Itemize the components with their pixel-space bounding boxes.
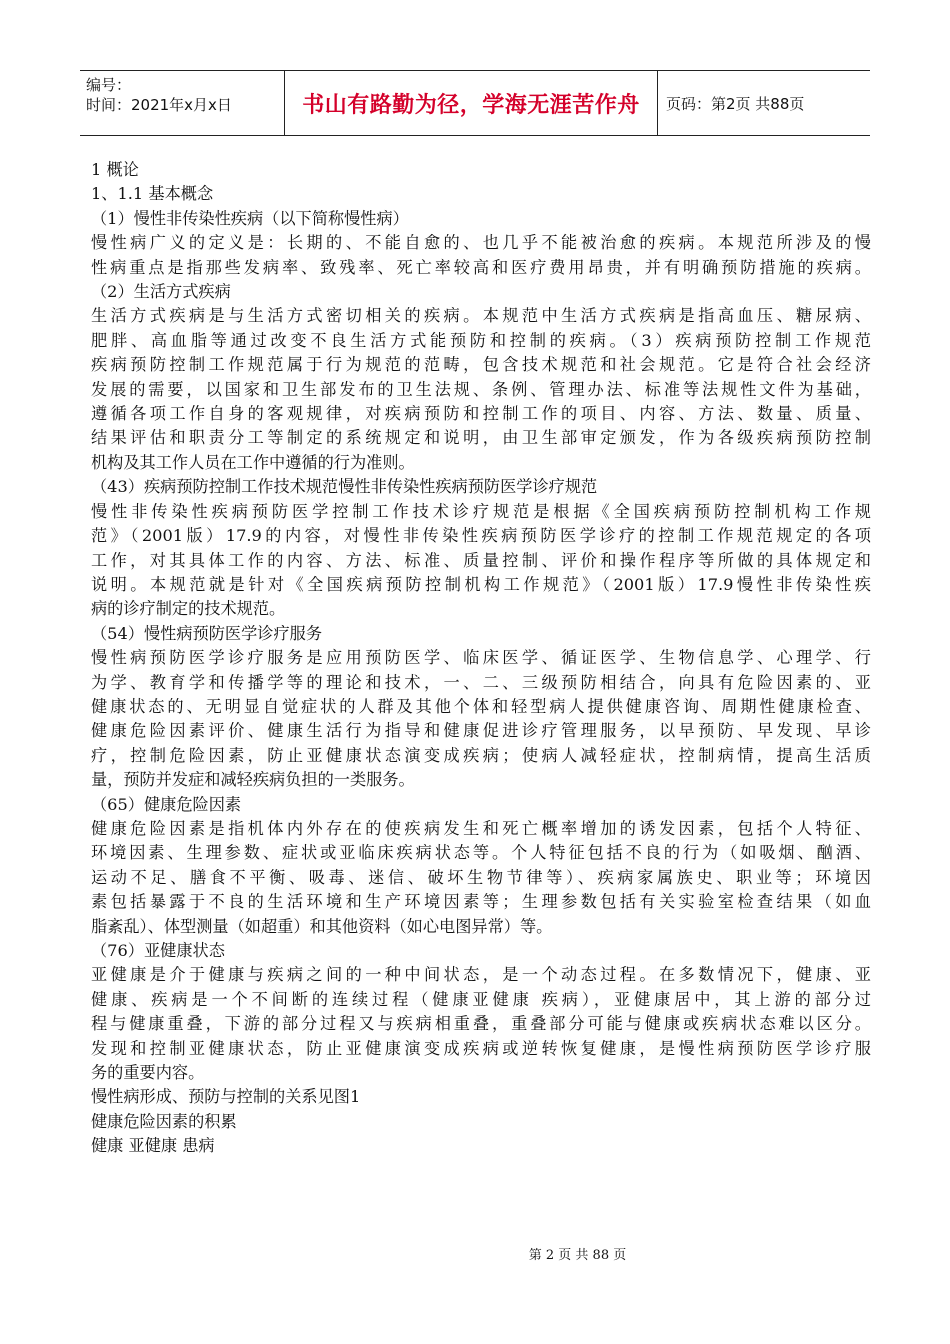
text-line: 范》（2001版）17.9的内容，对慢性非传染性疾病预防医学诊疗的控制工作规范规定的各项 <box>91 526 871 546</box>
header-motto-cell <box>285 71 658 135</box>
text-line: （54）慢性病预防医学诊疗服务 <box>91 623 323 643</box>
page-label: 页码：第2页 共88页 <box>666 94 805 113</box>
header-page-cell <box>658 71 870 135</box>
text-line: 慢性病预防医学诊疗服务是应用预防医学、临床医学、循证医学、生物信息学、心理学、行 <box>91 648 871 668</box>
text-line: 生活方式疾病是与生活方式密切相关的疾病。本规范中生活方式疾病是指高血压、糖尿病、 <box>91 306 871 326</box>
date-label: 时间：2021年x月x日 <box>86 96 232 114</box>
text-line: （2）生活方式疾病 <box>91 282 231 302</box>
text-line: 工作，对其具体工作的内容、方法、标准、质量控制、评价和操作程序等所做的具体规定和 <box>91 550 871 570</box>
motto: 书山有路勤为径，学海无涯苦作舟 <box>302 92 640 118</box>
document-body <box>91 158 871 1159</box>
text-line: 运动不足、膳食不平衡、吸毒、迷信、破坏生物节律等）、疾病家属族史、职业等；环境因 <box>91 867 871 887</box>
text-line: 健康危险因素评价、健康生活行为指导和健康促进诊疗管理服务，以早预防、早发现、早诊 <box>91 721 871 741</box>
page-footer <box>0 1244 950 1263</box>
text-line: 发展的需要，以国家和卫生部发布的卫生法规、条例、管理办法、标准等法规性文件为基础， <box>91 379 871 399</box>
text-line: 脂紊乱）、体型测量（如超重）和其他资料（如心电图异常）等。 <box>91 916 553 936</box>
text-line: 健康 亚健康 患病 <box>91 1136 215 1156</box>
text-line: 病的诊疗制定的技术规范。 <box>91 599 286 619</box>
text-line: 1 概论 <box>91 160 139 179</box>
header-meta <box>80 71 285 135</box>
text-line: 健康状态的、无明显自觉症状的人群及其他个体和轻型病人提供健康咨询、周期性健康检查、 <box>91 696 871 716</box>
text-line: （1）慢性非传染性疾病（以下简称慢性病） <box>91 208 409 228</box>
text-line: 发现和控制亚健康状态，防止亚健康演变成疾病或逆转恢复健康，是慢性病预防医学诊疗服 <box>91 1038 871 1058</box>
text-line: 务的重要内容。 <box>91 1063 205 1083</box>
text-line: 健康危险因素的积累 <box>91 1111 237 1131</box>
text-line: 环境因素、生理参数、症状或亚临床疾病状态等。个人特征包括不良的行为（如吸烟、酗酒、 <box>91 843 871 863</box>
text-line: 性病重点是指那些发病率、致残率、死亡率较高和医疗费用昂贵，并有明确预防措施的疾病。 <box>91 257 871 277</box>
page-header <box>80 70 870 136</box>
text-line: （65）健康危险因素 <box>91 794 242 814</box>
text-line: 结果评估和职责分工等制定的系统规定和说明，由卫生部审定颁发，作为各级疾病预防控制 <box>91 428 871 448</box>
number-label: 编号： <box>86 76 132 94</box>
text-line: （76）亚健康状态 <box>91 941 225 960</box>
text-line: 肥胖、高血脂等通过改变不良生活方式能预防和控制的疾病。（3）疾病预防控制工作规范 <box>91 330 871 350</box>
text-line: 1、1.1 基本概念 <box>91 184 214 204</box>
text-line: 说明。本规范就是针对《全国疾病预防控制机构工作规范》（2001版）17.9慢性非传染性疾 <box>91 574 871 594</box>
text-line: 慢性病形成、预防与控制的关系见图1 <box>91 1087 361 1107</box>
text-line: 遵循各项工作自身的客观规律，对疾病预防和控制工作的项目、内容、方法、数量、质量、 <box>91 404 871 424</box>
footer-page-number: 第 2 页 共 88 页 <box>528 1248 627 1263</box>
text-line: 为学、教育学和传播学等的理论和技术，一、二、三级预防相结合，向具有危险因素的、亚 <box>91 672 871 692</box>
text-line: 慢性非传染性疾病预防医学控制工作技术诊疗规范是根据《全国疾病预防控制机构工作规 <box>91 501 871 521</box>
text-line: 亚健康是介于健康与疾病之间的一种中间状态，是一个动态过程。在多数情况下，健康、亚 <box>91 965 871 985</box>
text-line: 素包括暴露于不良的生活环境和生产环境因素等；生理参数包括有关实验室检查结果（如血 <box>91 892 871 912</box>
text-line: 疗，控制危险因素，防止亚健康状态演变成疾病；使病人减轻症状，控制病情，提高生活质 <box>91 745 871 765</box>
text-line: 慢性病广义的定义是：长期的、不能自愈的、也几乎不能被治愈的疾病。本规范所涉及的慢 <box>91 233 871 253</box>
text-line: 健康危险因素是指机体内外存在的使疾病发生和死亡概率增加的诱发因素，包括个人特征、 <box>91 818 871 838</box>
text-line: 健康、疾病是一个不间断的连续过程（健康亚健康 疾病），亚健康居中，其上游的部分过 <box>91 989 871 1009</box>
text-line: 量，预防并发症和减轻疾病负担的一类服务。 <box>91 770 415 790</box>
text-line: （43）疾病预防控制工作技术规范慢性非传染性疾病预防医学诊疗规范 <box>91 477 598 497</box>
text-line: 机构及其工作人员在工作中遵循的行为准则。 <box>91 452 415 472</box>
text-line: 程与健康重叠，下游的部分过程又与疾病相重叠，重叠部分可能与健康或疾病状态难以区分。 <box>91 1014 871 1034</box>
text-line: 疾病预防控制工作规范属于行为规范的范畴，包含技术规范和社会规范。它是符合社会经济 <box>91 355 871 375</box>
